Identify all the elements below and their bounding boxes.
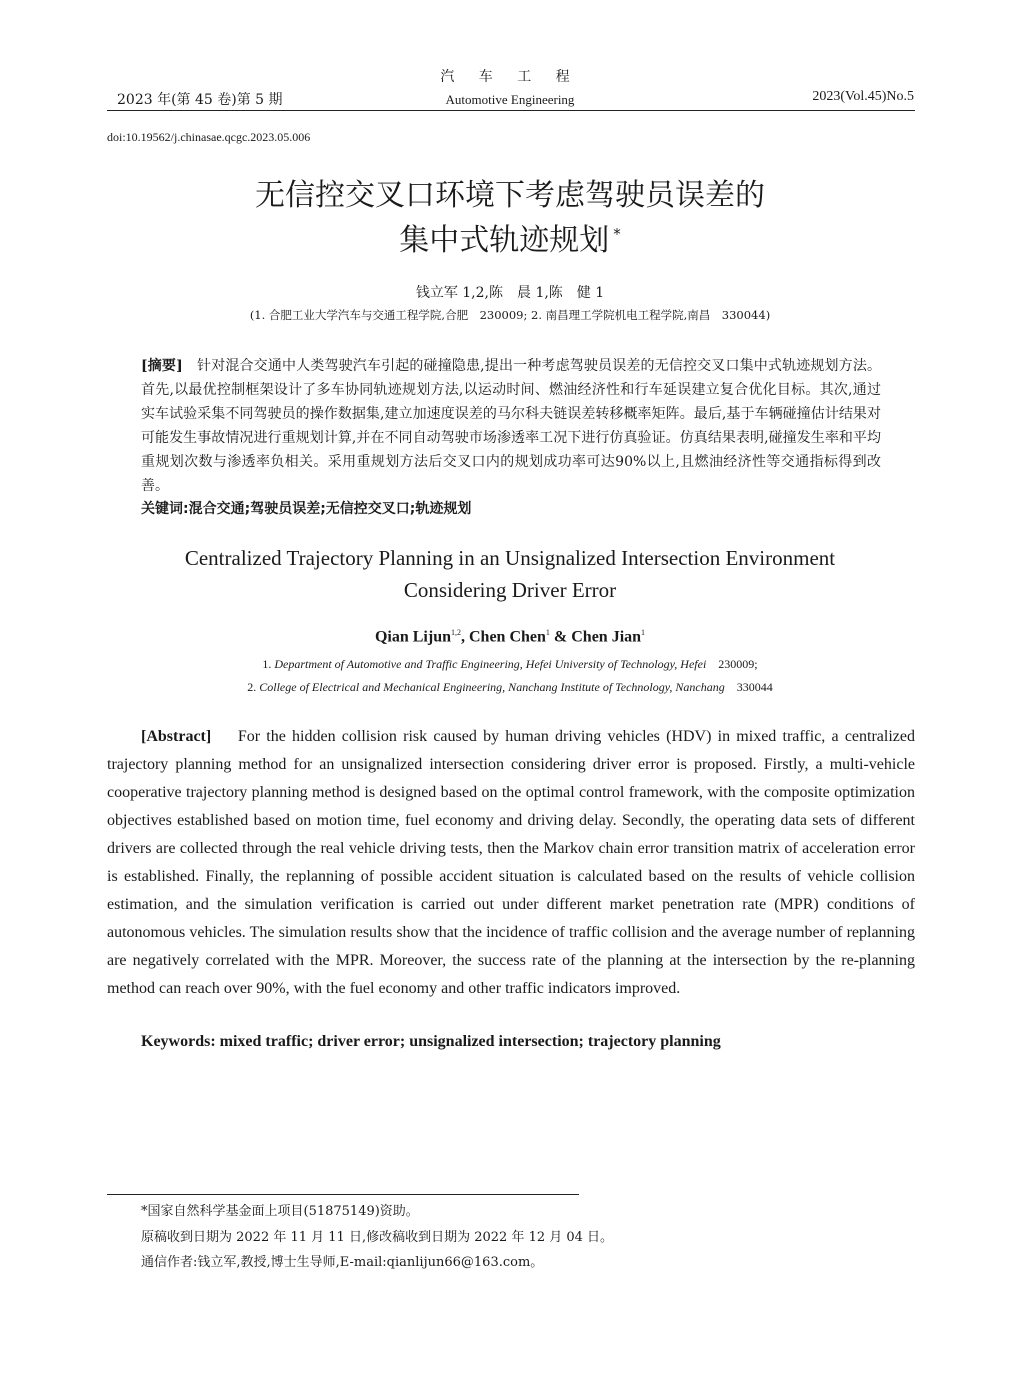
title-en-line2: Considering Driver Error [403,578,617,602]
author-3-affil: 1 [641,628,646,637]
affiliation-en-1-code: 230009; [706,657,758,671]
affiliation-en-2-code: 330044 [724,680,773,694]
doi: doi:10.19562/j.chinasae.qcgc.2023.05.006 [107,130,311,144]
affiliation-en-1 [0,655,1020,672]
footnote-received: 原稿收到日期为 2022 年 11 月 11 日,修改稿收到日期为 2022 年 12 月 04 日。 [141,1230,614,1245]
header-rule [107,110,915,111]
footnote-rule [107,1194,579,1195]
footnote-fund: *国家自然科学基金面上项目(51875149)资助。 [141,1204,419,1219]
author-1: Qian Lijun [374,628,451,646]
authors-en [0,628,1020,646]
author-sep-2: & [549,628,572,646]
affiliation-en-2-name: College of Electrical and Mechanical Engineering, Nanchang Institute of Technology, Nanchang [259,680,725,694]
title-cn-line1: 无信控交叉口环境下考虑驾驶员误差的 [255,178,765,213]
affiliation-en-1-num: 1. [262,657,275,671]
abstract-cn [141,354,881,498]
affiliation-en-2-num: 2. [247,680,260,694]
journal-name-en: Automotive Engineering [445,92,575,107]
title-footnote-mark: * [613,225,621,243]
issue-info-cn: 2023 年(第 45 卷)第 5 期 [117,92,283,108]
author-1-affil: 1,2 [451,628,461,637]
title-cn-line2-text: 集中式轨迹规划 [399,223,610,258]
issue-info-en: 2023(Vol.45)No.5 [812,89,914,104]
abstract-cn-text: 针对混合交通中人类驾驶汽车引起的碰撞隐患,提出一种考虑驾驶员误差的无信控交叉口集中式轨迹规划方法。首先,以最优控制框架设计了多车协同轨迹规划方法,以运动时间、燃油经济性和行车延误建立复合优化目标。其次,通过实车试验采集不同驾驶员的操作数据集,建立加速度误差的马尔科夫链误差转移概率矩阵。最后,基于车辆碰撞估计结果对可能发生事故情况进行重规划计算,并在不同自动驾驶市场渗透率工况下进行仿真验证。仿真结果表明,碰撞发生率和平均重规划次数与渗透率负相关。采用重规划方法后交叉口内的规划成功率可达90%以上,且燃油经济性等交通指标得到改善。 [141,358,882,494]
abstract-en-text: For the hidden collision risk caused by human driving vehicles (HDV) in mixed traffic, a centralized trajectory planning method for an unsignalized intersection considering driver error is proposed. Firstly, a multi-vehicle cooperative trajectory planning method is designed based on the optimal control framework, with the composite optimization objectives established based on motion time, fuel economy and driving delay. Secondly, the operating data sets of different drivers are collected through the real vehicle driving tests, then the Markov chain error transition matrix of acceleration error is established. Finally, the replanning of possible accident situation is calculated based on the results of vehicle collision estimation, and the simulation verification is carried out under different market penetration rate (MPR) conditions of autonomous vehicles. The simulation results show that the incidence of traffic collision and the average number of replanning are negatively correlated with the MPR. Moreover, the success rate of the planning at the intersection by the re-planning method can reach over 90%, with the fuel economy and other traffic indicators improved. [107,728,915,997]
footnote-corresponding: 通信作者:钱立军,教授,博士生导师,E-mail:qianlijun66@163.com。 [141,1255,544,1270]
affiliation-en-2 [0,678,1020,695]
abstract-en-label: [Abstract] [141,728,212,745]
affiliation-en-1-name: Department of Automotive and Traffic Engineering, Hefei University of Technology, Hefei [274,657,707,671]
journal-name-cn: 汽 车 工 程 [440,69,580,85]
authors-cn: 钱立军 1,2,陈 晨 1,陈 健 1 [415,285,605,301]
author-3: Chen Jian [571,628,642,646]
abstract-cn-label: [摘要] [141,358,183,374]
affiliations-cn: (1. 合肥工业大学汽车与交通工程学院,合肥 230009; 2. 南昌理工学院机电工程学院,南昌 330044) [249,308,771,322]
title-en-line1: Centralized Trajectory Planning in an Unsignalized Intersection Environment [184,546,836,570]
author-2: Chen Chen [469,628,546,646]
author-sep-1: , [461,628,469,646]
keywords-cn: 关键词:混合交通;驾驶员误差;无信控交叉口;轨迹规划 [141,501,472,517]
abstract-en [107,723,915,1003]
keywords-en: Keywords: mixed traffic; driver error; unsignalized intersection; trajectory planning [141,1033,721,1050]
author-2-affil: 1 [545,628,550,637]
title-cn-line2 [0,215,1020,259]
